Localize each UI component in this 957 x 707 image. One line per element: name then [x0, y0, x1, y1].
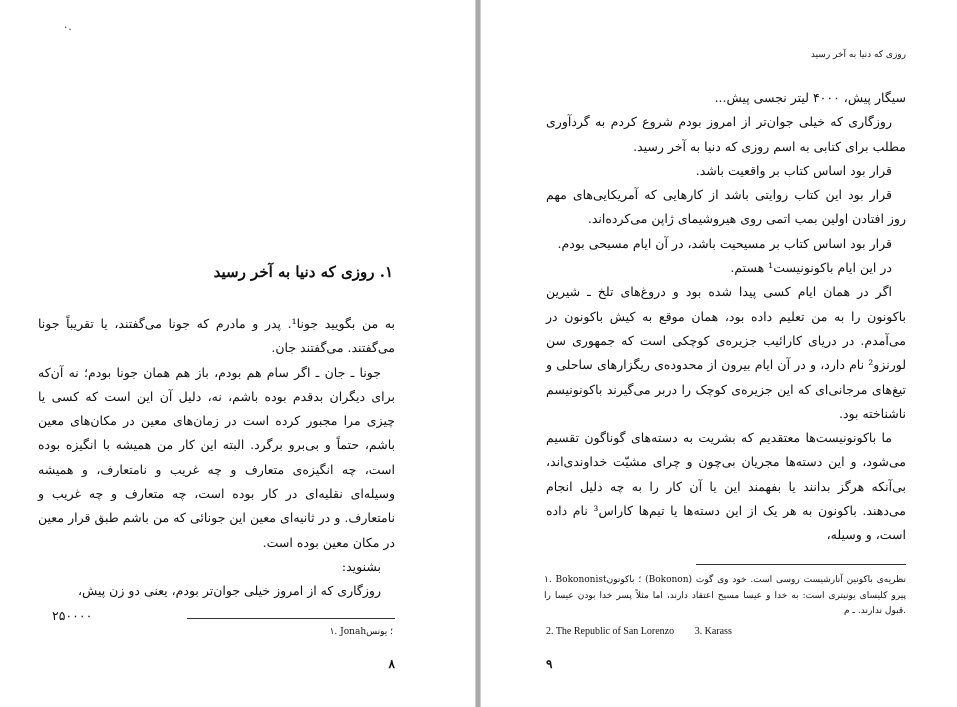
- page-number: ۹: [546, 657, 553, 671]
- corner-mark: ۰.: [63, 22, 72, 33]
- paragraph-text: روزگاری که از امروز خیلی جوان‌تر بودم، یعنی دو زن پیش،: [77, 583, 381, 599]
- footnote-rule: [187, 618, 395, 619]
- paragraph: قرار بود اساس کتاب بر مسیحیت باشد، در آن ایام مسیحی بودم.: [557, 235, 892, 251]
- left-body-text: [38, 312, 395, 628]
- line-end-number: ۲۵۰۰۰۰: [52, 607, 93, 623]
- paragraph: روزگاری که خیلی جوان‌تر از امروز بودم شروع کردم به گردآوری مطلب برای کتابی به اسم روزی که دنیا به آخر رسید.: [546, 114, 906, 154]
- footnotes-english: [546, 626, 750, 637]
- chapter-title: ۱. روزی که دنیا به آخر رسید: [213, 263, 393, 281]
- page-number: ۸: [388, 657, 395, 671]
- right-body-text: [546, 86, 906, 548]
- right-page: [480, 0, 957, 707]
- paragraph: بشنوید:: [341, 558, 381, 574]
- paragraph: قرار بود اساس کتاب بر واقعیت باشد.: [695, 162, 892, 178]
- footnote: ۱. Bokononist؛ باکونون (Bokonon) نظریه‌ی باکونین آنارشیست روسی است. خود وی گوت پیرو کلیسای یونیتری است: به خدا و عیسا مسیح اعتقاد دارند، اما مثلاً پسر خدا بودن عیسا را قبول ندارند. ـ م.: [544, 575, 906, 616]
- paragraph: ما باکونونیست‌ها معتقدیم که بشریت به دسته‌های گوناگون تقسیم می‌شود، و این دسته‌ها مجریان بی‌چون و چرای مشیّت خداوندی‌اند، بی‌آنکه هرگز بدانند یا بفهمند این یا آن کار را به چه دلیل انجام می‌دهند. باکونون به هر یک از این دسته‌ها یا تیم‌ها کاراس³ نام داده است، و وسیله،: [546, 430, 906, 543]
- left-page: [0, 0, 476, 707]
- paragraph: [38, 579, 395, 623]
- paragraph: قرار بود این کتاب روایتی باشد از کارهایی که آمریکایی‌های مهم روز افتادن اولین بمب اتمی روی هیروشیمای ژاپن می‌کرده‌اند.: [546, 187, 906, 227]
- footnote-english: 2. The Republic of San Lorenzo: [546, 626, 675, 637]
- paragraph: در این ایام باکونونیست¹ هستم.: [730, 260, 892, 276]
- paragraph: سیگار پیش، ۴۰۰۰ لیتر نجسی پیش...: [714, 90, 906, 105]
- paragraph: به من بگویید جونا¹. پدر و مادرم که جونا می‌گفتند، یا تقریباً جونا می‌گفتند. می‌گفتند جان.: [38, 316, 395, 356]
- footnote-rule: [696, 564, 906, 565]
- footnote: ۱. Jonah؛ یونس: [329, 627, 393, 637]
- paragraph: اگر در همان ایام کسی پیدا شده بود و دروغ‌های تلخ ـ شیرین باکونون را به من تعلیم داده بود، همان موقع به کیش باکونون در می‌آمدم. در دریای کارائیب جزیره‌ی کوچکی است که جمهوری سن لورنزو² نام دارد، و در آن ایام بیرون از محدوده‌ی ریگزارهای ساحلی و تیغ‌های مرجانی‌ای که این جزیره‌ی کوچک را دربر می‌گیرند باکونونیسم ناشناخته بود.: [546, 284, 906, 421]
- footnote-english: 3. Karass: [694, 626, 732, 637]
- running-head: روزی که دنیا به آخر رسید: [810, 50, 906, 60]
- paragraph: جونا ـ جان ـ اگر سام هم بودم، باز هم همان جونا بودم؛ نه آن‌که برای دیگران بدقدم بوده باشم، نه، دلیل آن این است که کسی یا چیزی مرا مجبور کرده است در زمان‌های معین در مکان‌های معین باشم، حتماً و بی‌برو برگرد. البته این کار من همیشه با انگیزه بوده است، چه انگیزه‌ی متعارف و چه غریب و نامتعارف، و همیشه وسیله‌ای نقلیه‌ای در کار بوده است، چه متعارف و چه غریب و نامتعارف. و در ثانیه‌ای معین این جونائی که من باشم طبق قرار معین در مکان معین بوده است.: [38, 364, 395, 550]
